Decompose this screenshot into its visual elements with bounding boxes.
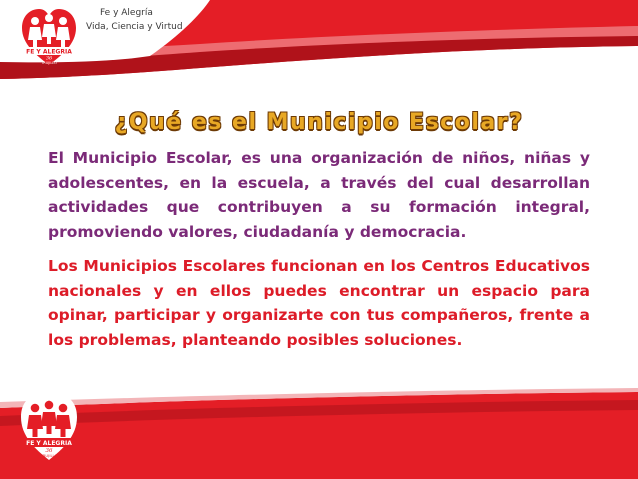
children-figures-icon	[28, 14, 70, 47]
logo-name-text: FE Y ALEGRIA	[26, 48, 72, 56]
slide-title: ¿Qué es el Municipio Escolar?	[114, 110, 524, 135]
fe-y-alegria-logo-top	[18, 6, 80, 68]
logo-place-text: TRUJILLO	[41, 61, 57, 65]
logo-name-text: FE Y ALEGRIA	[26, 440, 72, 447]
header-motto	[86, 6, 196, 34]
logo-number-text: 36	[45, 55, 53, 62]
fe-y-alegria-logo-bottom	[18, 390, 80, 462]
motto-line-1: Fe y Alegría	[100, 8, 153, 18]
children-figures-icon	[27, 401, 71, 437]
bottom-footer-band	[0, 388, 638, 479]
paragraph-function: Los Municipios Escolares funcionan en los Centros Educativos nacionales y en ellos puedes encontrar un espacio para opinar, participar y organizarte con tus compañeros, frente a los problemas, planteando posibles soluciones.	[48, 257, 590, 349]
paragraph-definition: El Municipio Escolar, es una organización de niños, niñas y adolescentes, en la escuela, a través del cual desarrollan actividades que contribuyen a su formación integral, promoviendo valores, ciudadanía y democracia.	[48, 149, 590, 241]
logo-number-text: 36	[45, 448, 53, 454]
motto-line-2: Vida, Ciencia y Virtud	[86, 22, 183, 32]
logo-place-text: TRUJILLO	[40, 453, 58, 458]
